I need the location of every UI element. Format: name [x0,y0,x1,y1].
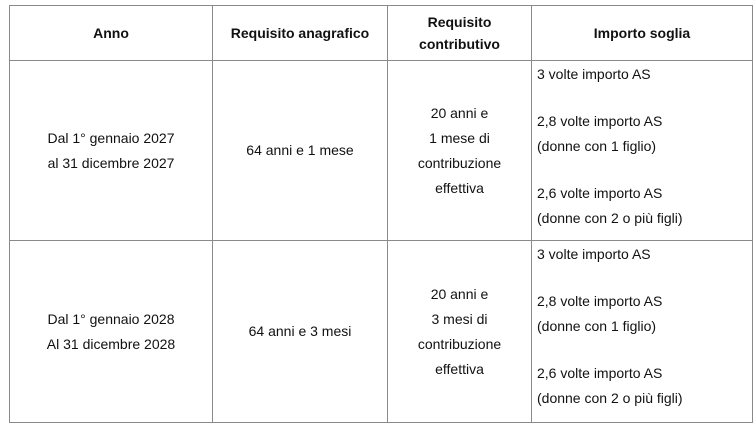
contributivo-line: 20 anni e [430,104,489,121]
header-contributivo-line-2: contributivo [419,36,500,52]
threshold-line: 2,8 volte importo AS [537,293,663,309]
header-importo-soglia: Importo soglia [532,6,753,61]
contributivo-line: effettiva [435,179,484,196]
requirements-table [9,5,753,423]
threshold-line: 3 volte importo AS [537,66,651,82]
contributivo-line: effettiva [435,360,484,377]
header-anno: Anno [10,6,213,61]
cell-requisito-anagrafico: 64 anni e 1 mese [213,61,388,241]
header-requisito-contributivo [388,6,532,61]
table-row-2028 [10,241,753,423]
contributivo-line: 1 mese di [429,129,490,146]
threshold-note: (donne con 2 o più figli) [537,210,683,226]
header-row [10,6,753,61]
cell-anno [10,61,213,241]
threshold-note: (donne con 1 figlio) [537,318,657,334]
contributivo-line: 20 anni e [430,285,489,302]
threshold-note: (donne con 1 figlio) [537,138,657,154]
contributivo-line: contribuzione [417,335,502,352]
cell-importo-soglia [532,241,753,423]
anno-line: al 31 dicembre 2027 [47,154,175,171]
cell-anno [10,241,213,423]
anno-line: Dal 1° gennaio 2027 [47,129,175,146]
cell-requisito-anagrafico: 64 anni e 3 mesi [213,241,388,423]
contributivo-line: 3 mesi di [431,310,488,327]
anno-line: Dal 1° gennaio 2028 [47,310,175,327]
contributivo-line: contribuzione [417,154,502,171]
anno-line: Al 31 dicembre 2028 [46,335,176,352]
threshold-line: 2,6 volte importo AS [537,365,663,381]
cell-requisito-contributivo [388,61,532,241]
threshold-line: 2,8 volte importo AS [537,113,663,129]
threshold-line: 2,6 volte importo AS [537,185,663,201]
cell-requisito-contributivo [388,241,532,423]
table-row-2027 [10,61,753,241]
threshold-line: 3 volte importo AS [537,246,651,262]
header-contributivo-line-1: Requisito [427,14,492,30]
threshold-note: (donne con 2 o più figli) [537,390,683,406]
header-requisito-anagrafico: Requisito anagrafico [213,6,388,61]
cell-importo-soglia [532,61,753,241]
